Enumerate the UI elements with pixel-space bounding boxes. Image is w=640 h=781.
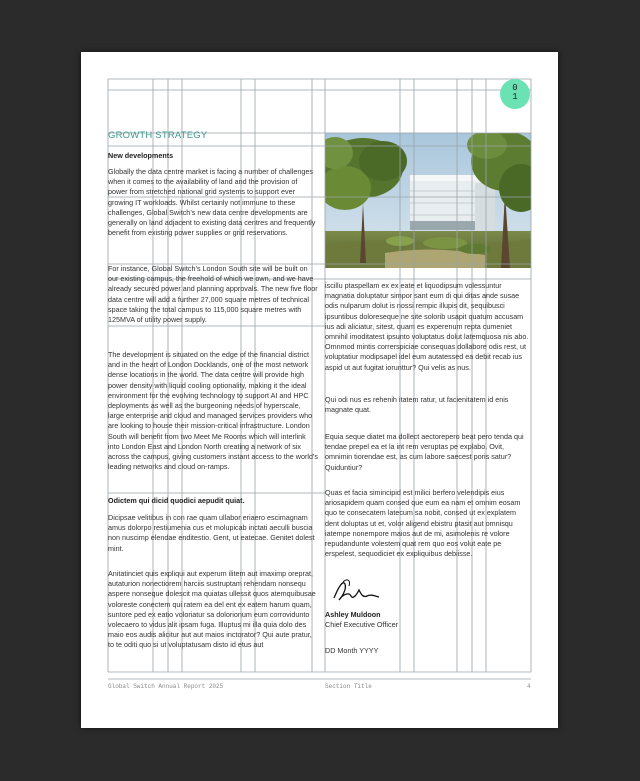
right-paragraph-3: Equia seque diatet ma dollect aectorepero beat pero tenda qui tendae prepel ea et la int rem veruptas pe explabo. Ovit, omnimin tiorendae est, as cum labore saecest poris satur? Quiduntiur?: [325, 432, 524, 472]
footer-page-number: 4: [527, 683, 531, 690]
left-paragraph-5: Anitatinciet quis expliqui aut experum ilitem aut imaximp oreprat, autaturion nonectiorem harciis sustruptam rehendam nonsequ aspere nonseque dolescit ma quiatas ullessit quos atemquibusae voloreste conectem qui ratem ea del ent ex eatem harum quam, suntore ped ex eatio voloriatur sa dolorionum eum corrovidunto volecaero to vidus alit ipsam fuga. Illuptus mi illa quia dolo des maio eos audis alicitur aut aut maios inctorator? Qui aute pratur, to te oditi quo si ut voluptatusam disto id etus aut: [108, 569, 316, 650]
section-number-badge: [500, 79, 530, 109]
subheading-new-developments: New developments: [108, 151, 174, 160]
signer-title: Chief Executive Officer: [325, 620, 398, 629]
left-paragraph-2: For instance, Global Switch’s London South site will be built on our existing campus, the freehold of which we own, and we have already secured power and planning approvals. The new five floor data centre will add a further 27,000 square metres of technical space taking the total campus to 115,000 square metres with 125MVA of utility power supply.: [108, 264, 318, 325]
left-paragraph-1: Globally the data centre market is facing a number of challenges when it comes to the availability of land and the provision of power from stretched national grid systems to support ever growing IT workloads. Whilst certainly not immune to these challenges, Global Switch’s new data centre developments are generally on land adjacent to existing data centres and frequently benefit from existing power supplies or grid reservations.: [108, 167, 316, 238]
left-paragraph-3: The development is situated on the edge of the financial district and in the heart of London Docklands, one of the most network dense locations in the world. The data centre will provide high power density with liquid cooling optionality, making it the ideal environment for the evolving technology to support AI and HPC deployments as well as the burgeoning needs of hyperscale, large enterprise and cloud and managed services providers who are looking to house their mission-critical infrastructure. London South will benefit from two Meet Me Rooms which will interlink into London East and London North creating a network of six across the campus, giving customers instant access to the world’s leading networks and cloud on-ramps.: [108, 350, 318, 472]
section-heading: GROWTH STRATEGY: [108, 130, 208, 141]
badge-digit-bottom: 1: [512, 92, 518, 102]
left-paragraph-4: Dicipsae velitibus in con rae quam ullabor eriaero escimagnam amus dolorpo restiumenia cus et molupicab inctati aeculli buscia non nuscimp elendae enditestio. Gent, ut eatecae. Genitet dolest mint.: [108, 513, 315, 553]
signer-name: Ashley Muldoon: [325, 610, 381, 619]
badge-digit-top: 0: [512, 83, 518, 93]
handwritten-signature: [331, 576, 381, 606]
footer-section-title: Section Title: [325, 683, 372, 690]
data-centre-photo: [325, 133, 531, 268]
report-page: [81, 52, 558, 728]
right-paragraph-4: Quas et facia simincipid est milici berfero velendipis eius ariosapidem quam consed que eum ea nam et omnim eosam quo te consecatem latecum sa nobit, consed ut ex explatem dent doluptas ut et, volor aligend ebistru ptasit aut omnisqu iatempe nonempore maios aut de mi, asimolenis re volore repudandunte volestem quat rem quo eos volut eate pe erspelest, sequodiciet ex expliquibus debiisse.: [325, 488, 521, 559]
signature-date: DD Month YYYY: [325, 646, 379, 655]
subheading-odictem: Odictem qui dicid quodici aepudit quiat.: [108, 496, 245, 505]
footer-report-title: Global Switch Annual Report 2025: [108, 683, 224, 690]
right-paragraph-2: Qui odi nus es rehenih itatem ratur, ut facienitatem id enis magnate quat.: [325, 395, 509, 415]
right-paragraph-1: iscillu ptaspellam ex ex eate et liquodipsum volessuntur magnatia doluptatur simpor sant eum di qui ditas ande susae odis nulparum dolut is nossi rempic illupis dit, sequibusci ipsuntibus doloreseque ne site solorib usapit quatum accusam ius adi aliciatur, sitest, quam es experenum repta cumeniet omnihil imoditatest ipsunto voluptatus dolut latemquosa nis abo. Omnmod mintis correrspiciae consequas dollabore odis rest, ut voluptatiur modipsapel idel eum autatessed ea debit recab ius aspid ut aut fugitat iorunttur? Qui velis as nus.: [325, 281, 529, 372]
